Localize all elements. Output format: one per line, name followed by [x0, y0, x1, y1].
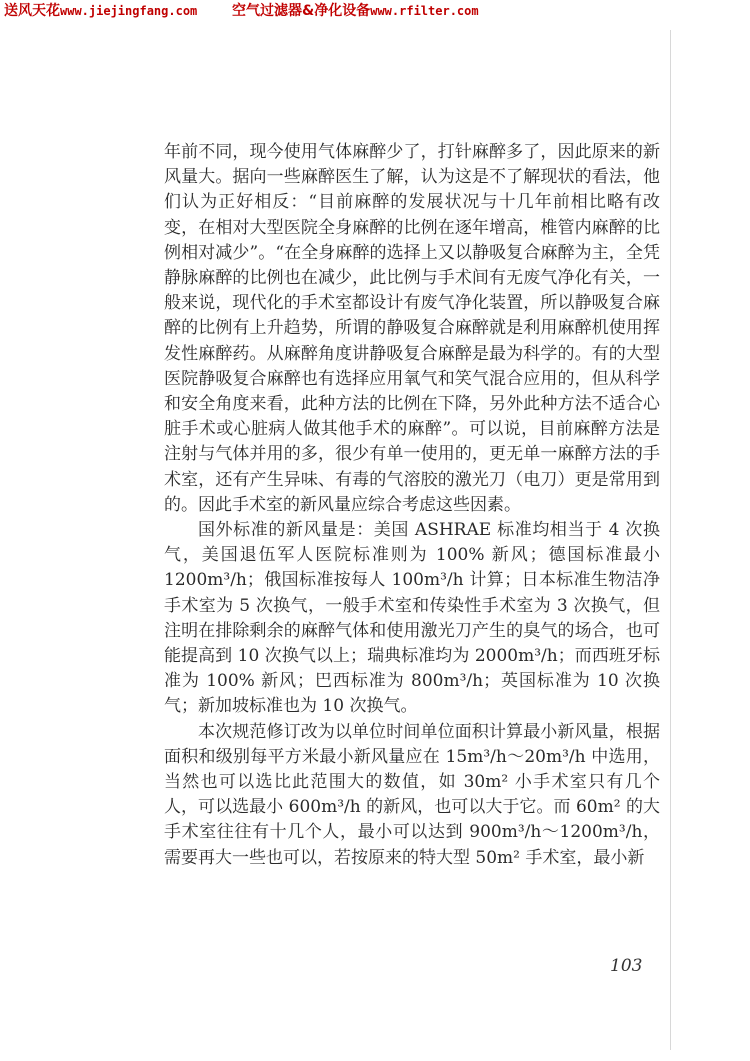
header-site-1-name: 送风天花 — [4, 3, 60, 19]
header-site-1[interactable] — [4, 1, 197, 21]
paragraph-1: 年前不同，现今使用气体麻醉少了，打针麻醉多了，因此原来的新风量大。据向一些麻醉医生了解，认为这是不了解现状的看法，他们认为正好相反：“目前麻醉的发展状况与十几年前相比略有改变，在相对大型医院全身麻醉的比例在逐年增高，椎管内麻醉的比例相对减少”。“在全身麻醉的选择上又以静吸复合麻醉为主，全凭静脉麻醉的比例也在减少，此比例与手术间有无废气净化有关，一般来说，现代化的手术室都设计有废气净化装置，所以静吸复合麻醉的比例有上升趋势，所谓的静吸复合麻醉就是利用麻醉机使用挥发性麻醉药。从麻醉角度讲静吸复合麻醉是最为科学的。有的大型医院静吸复合麻醉也有选择应用氧气和笑气混合应用的，但从科学和安全角度来看，此种方法的比例在下降，另外此种方法不适合心脏手术或心脏病人做其他手术的麻醉”。可以说，目前麻醉方法是注射与气体并用的多，很少有单一使用的，更无单一麻醉方法的手术室，还有产生异味、有毒的气溶胶的激光刀（电刀）更是常用到的。因此手术室的新风量应综合考虑这些因素。 — [164, 142, 660, 515]
header-site-2-url[interactable]: www.rfilter.com — [370, 4, 479, 18]
page-edge-line — [670, 30, 671, 1050]
paragraph-3: 本次规范修订改为以单位时间单位面积计算最小新风量，根据面积和级别每平方米最小新风量应在 15m³/h～20m³/h 中选用，当然也可以选比此范围大的数值，如 30m² 小手术室只有几个人，可以选最小 600m³/h 的新风，也可以大于它。而 60m² 的大手术室往往有十几个人，最小可以达到 900m³/h～1200m³/h，需要再大一些也可以，若按原来的特大型 50m² 手术室，最小新 — [164, 721, 660, 868]
watermark-header — [0, 0, 750, 24]
header-site-2[interactable] — [232, 1, 479, 21]
paragraph-2: 国外标准的新风量是：美国 ASHRAE 标准均相当于 4 次换气，美国退伍军人医院标准则为 100% 新风；德国标准最小 1200m³/h；俄国标准按每人 100m³/h 计算；日本标准生物洁净手术室为 5 次换气，一般手术室和传染性手术室为 3 次换气，但注明在排除剩余的麻醉气体和使用激光刀产生的臭气的场合，也可能提高到 10 次换气以上；瑞典标准均为 2000m³/h；而西班牙标准为 100% 新风；巴西标准为 800m³/h；英国标准为 10 次换气；新加坡标准也为 10 次换气。 — [164, 520, 660, 717]
header-site-2-name: 空气过滤器&净化设备 — [232, 3, 371, 19]
header-site-1-url[interactable]: www.jiejingfang.com — [60, 4, 198, 18]
page-number: 103 — [610, 956, 643, 976]
body-text — [164, 140, 660, 871]
